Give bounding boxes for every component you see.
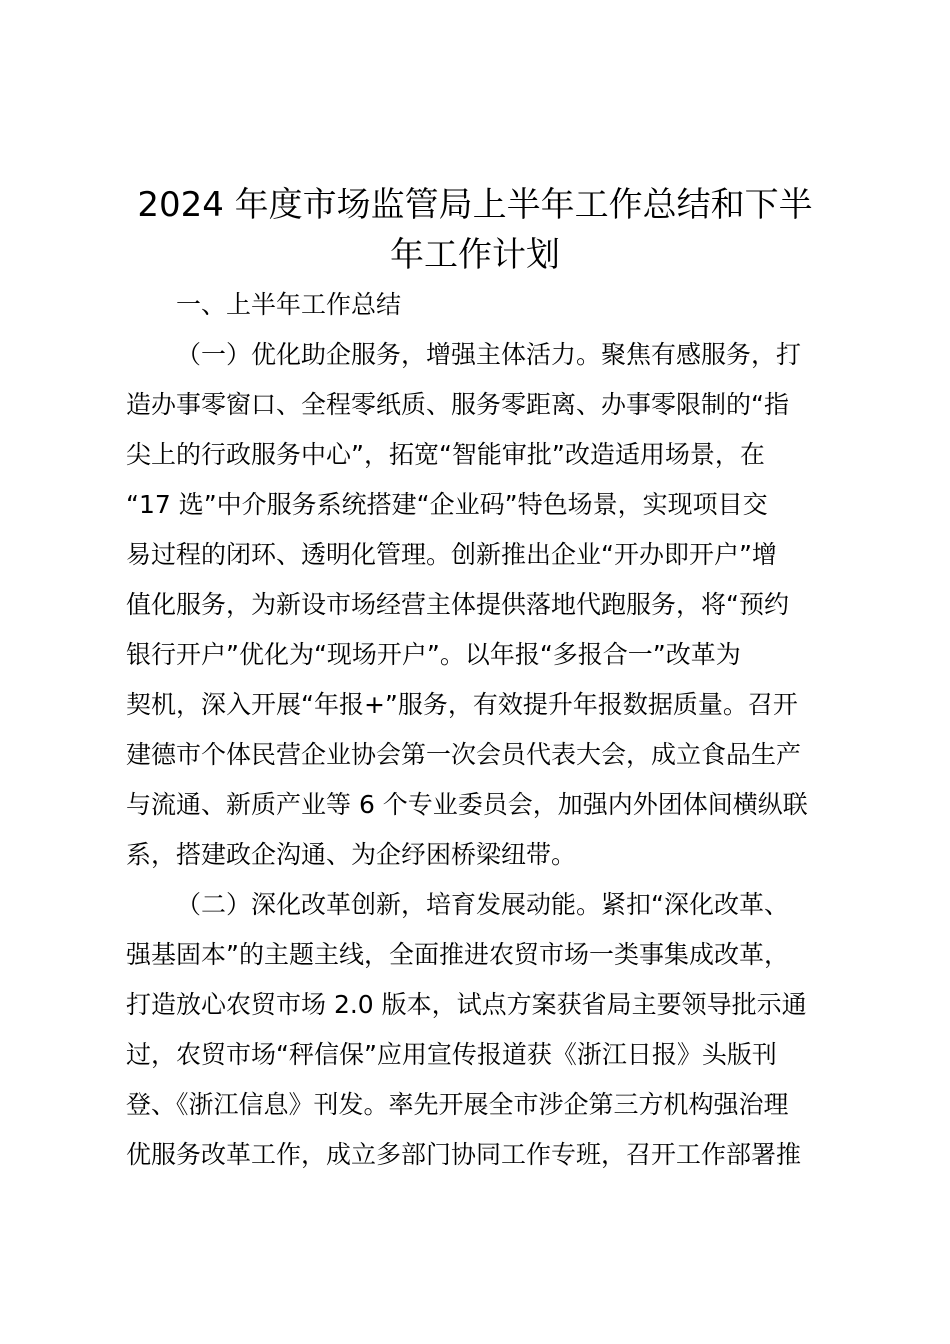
paragraph-line: 强基固本”的主题主线，全面推进农贸市场一类事集成改革， [126,940,789,969]
paragraph-line: 与流通、新质产业等 6 个专业委员会，加强内外团体间横纵联 [126,790,808,819]
paragraph-line: 契机，深入开展“年报+”服务，有效提升年报数据质量。召开 [126,690,798,719]
paragraph-line: （一）优化助企服务，增强主体活力。聚焦有感服务，打 [176,340,802,369]
section-heading: 一、上半年工作总结 [176,290,402,319]
paragraph-line: 银行开户”优化为“现场开户”。以年报“多报合一”改革为 [126,640,741,669]
paragraph-line: 建德市个体民营企业协会第一次会员代表大会，成立食品生产 [126,740,802,769]
paragraph-line: 系，搭建政企沟通、为企纾困桥梁纽带。 [126,840,577,869]
paragraph-line: 登、《浙江信息》刊发。率先开展全市涉企第三方机构强治理 [126,1090,789,1119]
paragraph-line: “17 选”中介服务系统搭建“企业码”特色场景，实现项目交 [126,490,768,519]
paragraph-line: （二）深化改革创新，培育发展动能。紧扣“深化改革、 [176,890,789,919]
paragraph-line: 易过程的闭环、透明化管理。创新推出企业“开办即开户”增 [126,540,777,569]
document-title-line-2: 年工作计划 [390,235,560,275]
paragraph-line: 值化服务，为新设市场经营主体提供落地代跑服务，将“预约 [126,590,789,619]
paragraph-line: 造办事零窗口、全程零纸质、服务零距离、办事零限制的“指 [126,390,789,419]
document-title-line-1: 2024 年度市场监管局上半年工作总结和下半 [137,185,813,225]
paragraph-line: 过，农贸市场“秤信保”应用宣传报道获《浙江日报》头版刊 [126,1040,777,1069]
paragraph-line: 优服务改革工作，成立多部门协同工作专班，召开工作部署推 [126,1140,802,1169]
paragraph-line: 打造放心农贸市场 2.0 版本，试点方案获省局主要领导批示通 [126,990,807,1019]
paragraph-line: 尖上的行政服务中心”，拓宽“智能审批”改造适用场景，在 [126,440,765,469]
